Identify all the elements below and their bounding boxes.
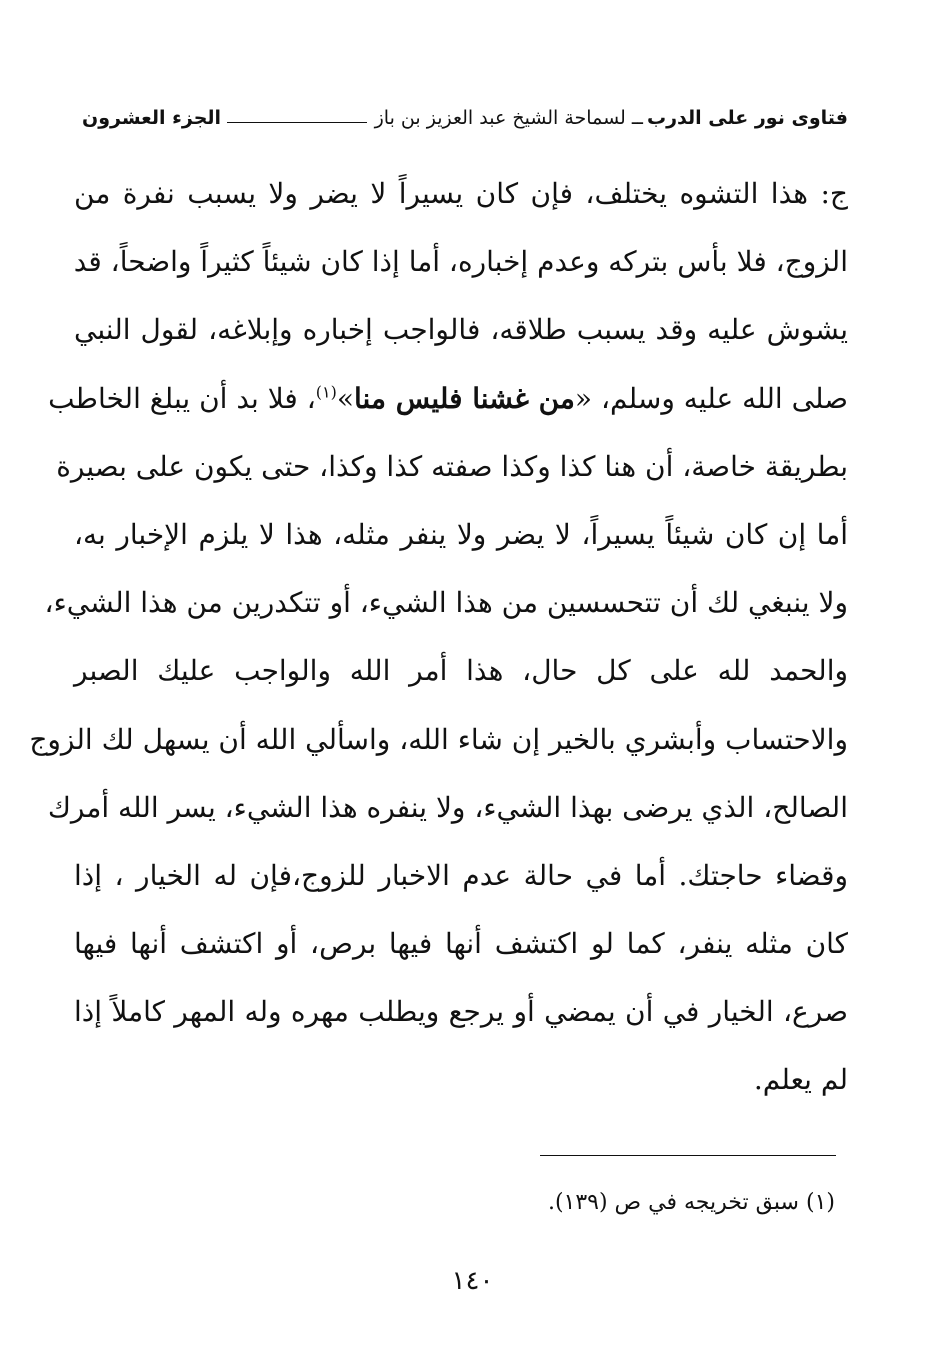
text-segment: صلى الله عليه وسلم، « <box>574 381 848 415</box>
text-segment: يشوش عليه وقد يسبب طلاقه، فالواجب إخباره وإبلاغه، لقول النبي <box>74 313 848 347</box>
header-rule <box>227 122 367 123</box>
footnote-separator <box>540 1155 836 1156</box>
hadith-quote: من غشنا فليس منا <box>353 381 575 415</box>
text-line <box>74 1046 848 1114</box>
text-line <box>47 774 848 842</box>
text-line <box>48 365 848 433</box>
text-segment: ، فلا بد أن يبلغ الخاطب <box>48 381 316 415</box>
text-line <box>74 842 848 910</box>
text-line <box>74 160 848 228</box>
text-line <box>74 637 848 705</box>
text-segment: » <box>336 381 354 415</box>
text-line <box>74 296 848 364</box>
text-line <box>74 910 848 978</box>
text-line <box>74 978 848 1046</box>
running-header <box>82 98 848 138</box>
text-segment: بطريقة خاصة، أن هنا كذا وكذا صفته كذا وكذا، حتى يكون على بصيرة <box>56 449 848 483</box>
text-line <box>29 706 848 774</box>
text-segment: صرع، الخيار في أن يمضي أو يرجع ويطلب مهره وله المهر كاملاً إذا <box>74 995 848 1029</box>
book-title: فتاوى نور على الدرب <box>647 107 848 129</box>
text-segment: والحمد لله على كل حال، هذا أمر الله والواجب عليك الصبر <box>74 654 848 688</box>
volume-label: الجزء العشرون <box>82 107 222 129</box>
text-line <box>56 433 848 501</box>
text-segment: لم يعلم. <box>753 1063 848 1097</box>
text-line <box>74 501 848 569</box>
text-segment: كان مثله ينفر، كما لو اكتشف أنها فيها برص، أو اكتشف أنها فيها <box>74 927 848 961</box>
text-line <box>44 569 848 637</box>
text-segment: ج: هذا التشوه يختلف، فإن كان يسيراً لا يضر ولا يسبب نفرة من <box>74 177 848 210</box>
text-line <box>74 228 848 296</box>
page-number: ١٤٠ <box>451 1266 494 1296</box>
footnote: (١) سبق تخريجه في ص (١٣٩). <box>547 1190 835 1215</box>
body-text <box>29 160 848 1115</box>
text-segment: الصالح، الذي يرضى بهذا الشيء، ولا ينفره هذا الشيء، يسر الله أمرك <box>47 790 848 824</box>
text-segment: والاحتساب وأبشري بالخير إن شاء الله، واسألي الله أن يسهل لك الزوج <box>29 722 848 756</box>
footnote-marker: (١) <box>315 382 337 402</box>
text-segment: ولا ينبغي لك أن تتحسسين من هذا الشيء، أو تتكدرين من هذا الشيء، <box>44 586 848 620</box>
author-name: ــ لسماحة الشيخ عبد العزيز بن باز <box>374 107 643 129</box>
text-segment: أما إن كان شيئاً يسيراً، لا يضر ولا ينفر مثله، هذا لا يلزم الإخبار به، <box>74 517 848 551</box>
text-segment: وقضاء حاجتك. أما في حالة عدم الاخبار للزوج،فإن له الخيار ، إذا <box>74 858 848 892</box>
text-segment: الزوج، فلا بأس بتركه وعدم إخباره، أما إذا كان شيئاً كثيراً واضحاً، قد <box>73 245 848 279</box>
